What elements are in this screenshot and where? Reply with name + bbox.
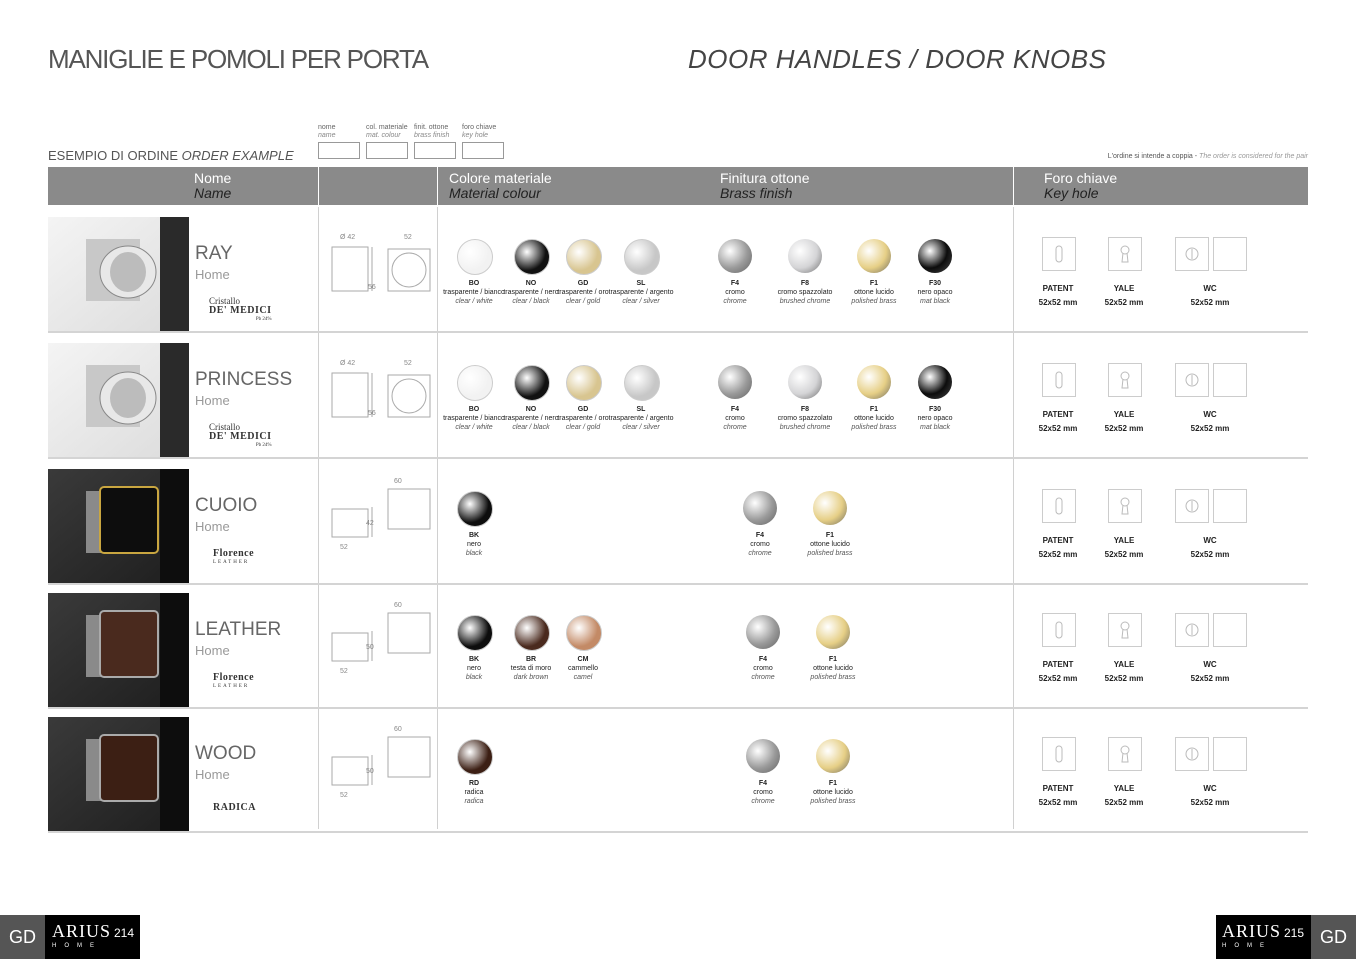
product-name: WOOD — [195, 743, 257, 764]
finish-code: F4 — [730, 406, 740, 413]
colour-swatch[interactable] — [566, 239, 602, 275]
keyhole-name: WC — [1203, 660, 1217, 669]
finish-code: F1 — [869, 406, 879, 413]
brand-line-1: Florence — [213, 548, 255, 559]
brand-logo — [195, 423, 272, 450]
finish-name-en: polished brass — [851, 424, 897, 431]
order-field-label-en: mat. colour — [366, 132, 401, 139]
colour-name-it: radica — [464, 789, 484, 796]
colour-label — [605, 279, 677, 306]
order-example-label — [48, 148, 294, 163]
keyhole-size: 52x52 mm — [1104, 798, 1144, 807]
order-field-box[interactable] — [318, 142, 360, 159]
pair-note-it: L'ordine si intende a coppia - — [1107, 153, 1198, 160]
keyhole-label — [1023, 782, 1093, 810]
header-divider — [437, 167, 438, 205]
dimension-label: 50 — [366, 644, 374, 651]
keyhole-label — [1089, 658, 1159, 686]
finish-name-en: chrome — [748, 550, 772, 557]
finish-label — [699, 279, 771, 306]
product-name: PRINCESS — [195, 369, 293, 390]
product-photo — [48, 343, 189, 457]
order-field-label-it: finit. ottone — [414, 124, 449, 131]
gd-logo-icon: GD — [1311, 915, 1356, 959]
column-divider — [1013, 207, 1014, 829]
finish-name-en: mat black — [920, 298, 950, 305]
dimension-label: 52 — [340, 544, 348, 551]
finish-swatch[interactable] — [718, 365, 752, 399]
colour-swatch[interactable] — [457, 365, 493, 401]
brand-line-1: Cristallo — [209, 296, 240, 306]
technical-drawing — [322, 225, 434, 325]
colour-code: SL — [636, 406, 646, 413]
header-name-it: Nome — [194, 170, 232, 186]
technical-drawing — [322, 725, 434, 825]
keyhole-name: WC — [1203, 536, 1217, 545]
colour-swatch[interactable] — [624, 239, 660, 275]
finish-label — [769, 405, 841, 432]
colour-name-en: clear / gold — [565, 298, 601, 305]
finish-name-it: cromo spazzolato — [777, 415, 833, 422]
yale-keyhole-icon[interactable] — [1108, 737, 1142, 771]
dimension-label: 50 — [366, 768, 374, 775]
product-name: CUOIO — [195, 495, 258, 516]
wc-plate-icon[interactable] — [1213, 489, 1247, 523]
colour-code: BO — [468, 280, 480, 287]
colour-name-it: nero — [466, 665, 481, 672]
keyhole-label — [1089, 782, 1159, 810]
order-field-label-it: foro chiave — [462, 124, 497, 131]
colour-label — [547, 655, 619, 682]
keyhole-label — [1089, 408, 1159, 436]
patent-keyhole-icon[interactable] — [1042, 613, 1076, 647]
colour-code: NO — [525, 280, 537, 287]
finish-label — [769, 279, 841, 306]
finish-swatch[interactable] — [788, 365, 822, 399]
finish-code: F8 — [800, 280, 810, 287]
header-colour-it: Colore materiale — [449, 170, 552, 186]
brand-line-2: LEATHER — [213, 684, 250, 689]
yale-keyhole-icon[interactable] — [1108, 489, 1142, 523]
product-name: RAY — [195, 243, 233, 264]
order-field-name — [318, 124, 360, 159]
colour-code: GD — [577, 406, 589, 413]
finish-label — [727, 779, 799, 806]
colour-code: CM — [577, 656, 589, 663]
keyhole-label — [1023, 658, 1093, 686]
brand-line-2: LEATHER — [213, 560, 250, 565]
keyhole-name: PATENT — [1042, 410, 1074, 419]
page-title-english: DOOR HANDLES / DOOR KNOBS — [688, 44, 1107, 74]
keyhole-name: PATENT — [1042, 284, 1074, 293]
finish-code: F1 — [828, 780, 838, 787]
wc-keyhole-icon[interactable] — [1175, 363, 1209, 397]
wc-keyhole-icon[interactable] — [1175, 737, 1209, 771]
finish-name-en: chrome — [751, 674, 775, 681]
keyhole-size: 52x52 mm — [1190, 424, 1230, 433]
keyhole-name: WC — [1203, 284, 1217, 293]
keyhole-size: 52x52 mm — [1190, 298, 1230, 307]
colour-name-en: black — [465, 674, 483, 681]
keyhole-name: YALE — [1113, 784, 1135, 793]
keyhole-size: 52x52 mm — [1038, 550, 1078, 559]
keyhole-name: WC — [1203, 784, 1217, 793]
order-example-label-it: ESEMPIO DI ORDINE — [48, 148, 179, 163]
arius-home-label: HOME — [1222, 943, 1272, 949]
colour-name-it: trasparente / nero — [503, 289, 559, 296]
header-name — [194, 171, 231, 201]
gd-logo-icon: GD — [0, 915, 45, 959]
product-photo — [48, 717, 189, 831]
finish-label — [797, 779, 869, 806]
colour-name-en: dark brown — [513, 674, 549, 681]
finish-label — [724, 531, 796, 558]
pair-note-en: The order is considered for the pair — [1199, 153, 1308, 160]
finish-label — [899, 279, 971, 306]
brand-logo — [195, 297, 272, 324]
finish-name-en: brushed chrome — [779, 424, 831, 431]
finish-name-en: chrome — [723, 424, 747, 431]
page-title-italian: MANIGLIE E POMOLI PER PORTA — [48, 44, 428, 74]
row-divider — [48, 831, 1308, 833]
colour-name-it: cammello — [568, 665, 598, 672]
row-divider — [48, 457, 1308, 459]
product-line: Home — [195, 519, 230, 534]
product-photo — [48, 593, 189, 707]
header-finish — [720, 171, 810, 201]
colour-name-en: camel — [573, 674, 593, 681]
order-field-box[interactable] — [462, 142, 504, 159]
colour-swatch[interactable] — [514, 239, 550, 275]
colour-name-it: trasparente / argento — [608, 415, 674, 422]
finish-name-en: polished brass — [810, 798, 856, 805]
finish-name-it: ottone lucido — [854, 415, 894, 422]
keyhole-label — [1175, 782, 1245, 810]
finish-code: F4 — [758, 656, 768, 663]
order-field-finish — [414, 124, 456, 159]
header-divider — [318, 167, 319, 205]
keyhole-size: 52x52 mm — [1038, 798, 1078, 807]
product-photo — [48, 469, 189, 583]
finish-name-it: cromo — [725, 415, 745, 422]
colour-swatch[interactable] — [457, 491, 493, 527]
header-divider — [1013, 167, 1014, 205]
brand-line-2: DE' MEDICI — [209, 305, 272, 316]
yale-keyhole-icon[interactable] — [1108, 237, 1142, 271]
finish-name-it: cromo spazzolato — [777, 289, 833, 296]
technical-drawing — [322, 351, 434, 451]
dimension-label: Ø 42 — [340, 234, 356, 241]
keyhole-label — [1089, 282, 1159, 310]
colour-code: BR — [525, 656, 537, 663]
order-field-box[interactable] — [366, 142, 408, 159]
colour-code: GD — [577, 280, 589, 287]
keyhole-size: 52x52 mm — [1104, 424, 1144, 433]
finish-label — [899, 405, 971, 432]
column-divider — [318, 207, 319, 829]
dimension-label: 60 — [394, 478, 402, 485]
footer-left — [0, 915, 140, 959]
wc-keyhole-icon[interactable] — [1175, 489, 1209, 523]
colour-swatch[interactable] — [624, 365, 660, 401]
keyhole-size: 52x52 mm — [1104, 550, 1144, 559]
wc-keyhole-icon[interactable] — [1175, 237, 1209, 271]
finish-name-en: chrome — [751, 798, 775, 805]
colour-name-it: trasparente / nero — [503, 415, 559, 422]
colour-name-en: clear / white — [455, 298, 493, 305]
arius-logo: ARIUS — [1222, 921, 1282, 941]
brand-line-2: DE' MEDICI — [209, 431, 272, 442]
dimension-label: 52 — [340, 668, 348, 675]
keyhole-label — [1089, 534, 1159, 562]
order-field-label-it: nome — [318, 124, 336, 131]
wc-keyhole-icon[interactable] — [1175, 613, 1209, 647]
dimension-label: 60 — [394, 602, 402, 609]
colour-swatch[interactable] — [514, 615, 550, 651]
product-photo — [48, 217, 189, 331]
finish-label — [797, 655, 869, 682]
finish-name-en: polished brass — [810, 674, 856, 681]
arius-logo: ARIUS — [52, 921, 112, 941]
brand-line-1: RADICA — [213, 802, 256, 813]
wc-plate-icon[interactable] — [1213, 363, 1247, 397]
finish-label — [727, 655, 799, 682]
keyhole-size: 52x52 mm — [1038, 298, 1078, 307]
dimension-label: 52 — [404, 360, 412, 367]
finish-swatch[interactable] — [918, 239, 952, 273]
colour-name-it: nero — [466, 541, 481, 548]
colour-swatch[interactable] — [566, 365, 602, 401]
header-keyhole — [1044, 171, 1117, 201]
keyhole-name: WC — [1203, 410, 1217, 419]
finish-name-en: polished brass — [807, 550, 853, 557]
finish-swatch[interactable] — [746, 739, 780, 773]
dimension-label: 52 — [404, 234, 412, 241]
product-line: Home — [195, 393, 230, 408]
footer-right — [1216, 915, 1356, 959]
brand-logo — [195, 673, 254, 691]
colour-name-en: clear / gold — [565, 424, 601, 431]
finish-swatch[interactable] — [743, 491, 777, 525]
dimension-label: Ø 42 — [340, 360, 356, 367]
keyhole-size: 52x52 mm — [1038, 674, 1078, 683]
finish-name-it: ottone lucido — [854, 289, 894, 296]
pair-note — [1108, 153, 1308, 160]
keyhole-size: 52x52 mm — [1104, 298, 1144, 307]
colour-name-it: trasparente / oro — [557, 289, 609, 296]
order-field-label-it: col. materiale — [366, 124, 408, 131]
brand-line-3: Pb 24% — [255, 317, 272, 322]
colour-name-it: testa di moro — [510, 665, 552, 672]
patent-keyhole-icon[interactable] — [1042, 489, 1076, 523]
product-line: Home — [195, 643, 230, 658]
colour-swatch[interactable] — [457, 739, 493, 775]
colour-name-en: clear / black — [512, 424, 550, 431]
keyhole-size: 52x52 mm — [1190, 798, 1230, 807]
patent-keyhole-icon[interactable] — [1042, 363, 1076, 397]
colour-swatch[interactable] — [514, 365, 550, 401]
finish-name-it: cromo — [753, 789, 773, 796]
patent-keyhole-icon[interactable] — [1042, 237, 1076, 271]
finish-name-it: ottone lucido — [810, 541, 850, 548]
page-number: 214 — [114, 926, 135, 940]
finish-label — [794, 531, 866, 558]
keyhole-size: 52x52 mm — [1038, 424, 1078, 433]
product-name: LEATHER — [195, 619, 282, 640]
finish-swatch[interactable] — [813, 491, 847, 525]
brand-logo — [195, 803, 256, 812]
finish-swatch[interactable] — [746, 615, 780, 649]
colour-code: SL — [636, 280, 646, 287]
yale-keyhole-icon[interactable] — [1108, 613, 1142, 647]
keyhole-size: 52x52 mm — [1104, 674, 1144, 683]
finish-swatch[interactable] — [718, 239, 752, 273]
colour-label — [438, 779, 510, 806]
colour-label — [605, 405, 677, 432]
finish-code: F30 — [928, 406, 942, 413]
order-example-label-en: ORDER EXAMPLE — [181, 148, 294, 163]
keyhole-name: YALE — [1113, 284, 1135, 293]
colour-code: RD — [468, 780, 480, 787]
colour-name-it: trasparente / oro — [557, 415, 609, 422]
finish-label — [699, 405, 771, 432]
finish-swatch[interactable] — [857, 239, 891, 273]
header-colour-en: Material colour — [449, 185, 541, 201]
finish-name-it: cromo — [750, 541, 770, 548]
order-field-label-en: brass finish — [414, 132, 450, 139]
finish-code: F4 — [730, 280, 740, 287]
wc-plate-icon[interactable] — [1213, 737, 1247, 771]
colour-name-en: radica — [464, 798, 484, 805]
brand-line-3: Pb 24% — [255, 443, 272, 448]
colour-name-it: trasparente / bianco — [443, 415, 505, 422]
finish-swatch[interactable] — [918, 365, 952, 399]
colour-name-it: trasparente / argento — [608, 289, 674, 296]
colour-name-en: clear / silver — [622, 424, 660, 431]
colour-swatch[interactable] — [457, 615, 493, 651]
colour-name-en: black — [465, 550, 483, 557]
row-divider — [48, 583, 1308, 585]
order-field-label-en: name — [318, 132, 336, 139]
header-name-en: Name — [194, 185, 232, 201]
wc-plate-icon[interactable] — [1213, 613, 1247, 647]
colour-swatch[interactable] — [457, 239, 493, 275]
colour-code: BO — [468, 406, 480, 413]
order-field-box[interactable] — [414, 142, 456, 159]
keyhole-name: PATENT — [1042, 660, 1074, 669]
keyhole-label — [1023, 408, 1093, 436]
row-divider — [48, 331, 1308, 333]
finish-name-en: brushed chrome — [779, 298, 831, 305]
colour-name-en: clear / black — [512, 298, 550, 305]
finish-name-en: mat black — [920, 424, 950, 431]
technical-drawing — [322, 477, 434, 577]
row-divider — [48, 707, 1308, 709]
order-field-colour — [366, 124, 408, 159]
colour-swatch[interactable] — [566, 615, 602, 651]
finish-name-it: ottone lucido — [813, 665, 853, 672]
finish-name-it: nero opaco — [917, 415, 953, 422]
colour-name-en: clear / silver — [622, 298, 660, 305]
keyhole-label — [1175, 408, 1245, 436]
keyhole-name: YALE — [1113, 410, 1135, 419]
dimension-label: 42 — [366, 520, 374, 527]
colour-code: BK — [468, 656, 480, 663]
keyhole-name: PATENT — [1042, 536, 1074, 545]
colour-name-it: trasparente / bianco — [443, 289, 505, 296]
finish-name-it: cromo — [725, 289, 745, 296]
keyhole-label — [1023, 282, 1093, 310]
header-finish-it: Finitura ottone — [720, 170, 810, 186]
header-keyhole-it: Foro chiave — [1044, 170, 1118, 186]
keyhole-name: YALE — [1113, 536, 1135, 545]
keyhole-label — [1175, 658, 1245, 686]
keyhole-label — [1023, 534, 1093, 562]
product-line: Home — [195, 267, 230, 282]
finish-code: F1 — [828, 656, 838, 663]
finish-swatch[interactable] — [788, 239, 822, 273]
finish-code: F1 — [825, 532, 835, 539]
brand-line-1: Florence — [213, 672, 255, 683]
keyhole-size: 52x52 mm — [1190, 674, 1230, 683]
order-field-label-en: key hole — [462, 132, 489, 139]
brand-logo — [195, 549, 254, 567]
finish-code: F8 — [800, 406, 810, 413]
dimension-label: 60 — [394, 726, 402, 733]
header-colour — [449, 171, 552, 201]
keyhole-label — [1175, 282, 1245, 310]
finish-name-it: ottone lucido — [813, 789, 853, 796]
keyhole-label — [1175, 534, 1245, 562]
finish-name-en: chrome — [723, 298, 747, 305]
header-keyhole-en: Key hole — [1044, 185, 1099, 201]
colour-code: BK — [468, 532, 480, 539]
patent-keyhole-icon[interactable] — [1042, 737, 1076, 771]
product-line: Home — [195, 767, 230, 782]
table-header — [48, 167, 1308, 205]
finish-swatch[interactable] — [816, 739, 850, 773]
finish-name-en: polished brass — [851, 298, 897, 305]
arius-home-label: HOME — [52, 943, 102, 949]
header-finish-en: Brass finish — [720, 185, 793, 201]
keyhole-size: 52x52 mm — [1190, 550, 1230, 559]
dimension-label: 56 — [368, 284, 376, 291]
finish-code: F30 — [928, 280, 942, 287]
yale-keyhole-icon[interactable] — [1108, 363, 1142, 397]
colour-label — [438, 531, 510, 558]
order-field-keyhole — [462, 124, 504, 159]
finish-name-it: nero opaco — [917, 289, 953, 296]
page-number: 215 — [1284, 926, 1305, 940]
technical-drawing — [322, 601, 434, 701]
colour-name-en: clear / white — [455, 424, 493, 431]
finish-code: F4 — [758, 780, 768, 787]
keyhole-name: YALE — [1113, 660, 1135, 669]
dimension-label: 52 — [340, 792, 348, 799]
finish-swatch[interactable] — [816, 615, 850, 649]
dimension-label: 56 — [368, 410, 376, 417]
finish-code: F1 — [869, 280, 879, 287]
finish-swatch[interactable] — [857, 365, 891, 399]
brand-line-1: Cristallo — [209, 422, 240, 432]
keyhole-name: PATENT — [1042, 784, 1074, 793]
finish-code: F4 — [755, 532, 765, 539]
wc-plate-icon[interactable] — [1213, 237, 1247, 271]
colour-code: NO — [525, 406, 537, 413]
finish-name-it: cromo — [753, 665, 773, 672]
